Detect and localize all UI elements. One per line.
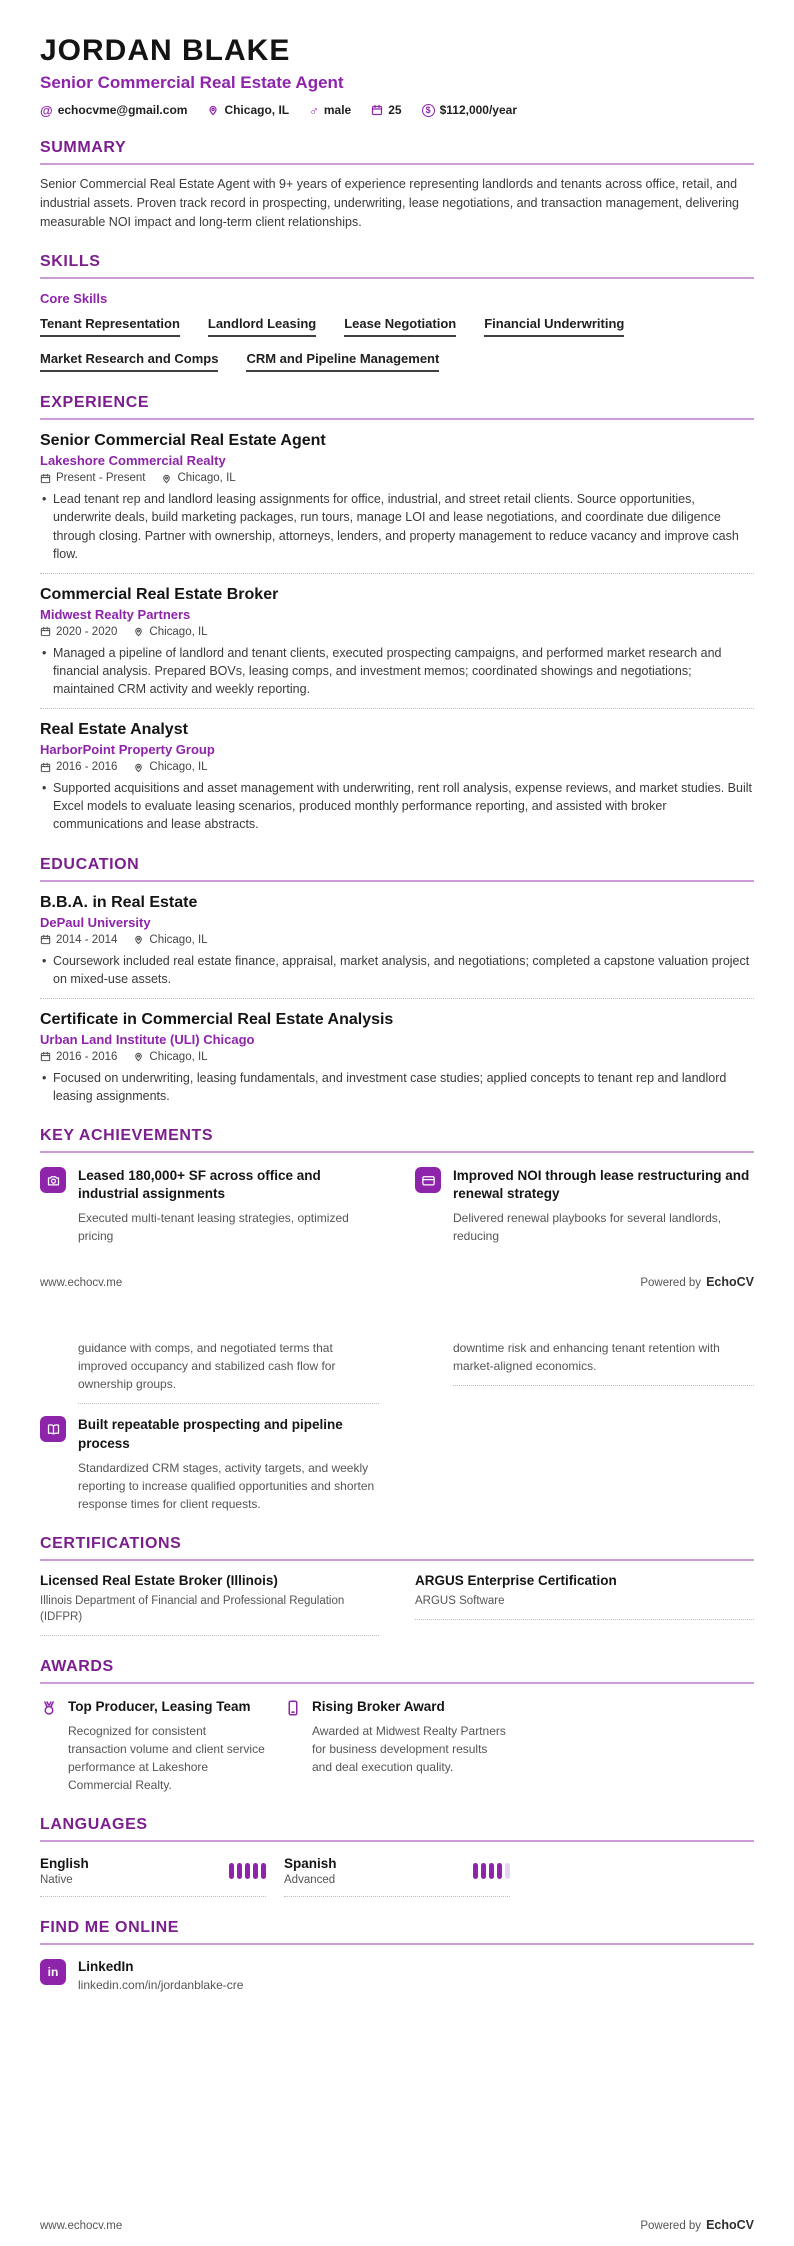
resume-header	[40, 34, 754, 117]
divider	[40, 573, 754, 574]
language-item	[40, 1856, 266, 1897]
candidate-title: Senior Commercial Real Estate Agent	[40, 73, 344, 92]
online-profile-item	[40, 1959, 754, 1994]
certification-name: ARGUS Enterprise Certification	[415, 1572, 617, 1588]
award-desc: Recognized for consistent transaction volume and client service performance at Lakeshore Commercial Realty.	[68, 1723, 265, 1792]
achievement-item	[40, 1167, 379, 1245]
summary-heading: SUMMARY	[40, 139, 754, 165]
divider	[284, 1896, 510, 1897]
experience-item	[40, 721, 754, 833]
achievement-body	[78, 1416, 379, 1512]
credit-card-icon	[415, 1167, 441, 1193]
proficiency-bar	[253, 1863, 258, 1879]
salary-icon: $	[422, 104, 435, 117]
award-item	[284, 1698, 510, 1794]
contact-salary	[422, 103, 517, 117]
education-bullet: • Focused on underwriting, leasing fundamentals, and investment case studies; applied concepts to tenant rep and landlord leasing assignments.	[40, 1069, 754, 1105]
empty-cell	[528, 1856, 754, 1897]
contact-gender	[309, 103, 351, 117]
experience-company: Lakeshore Commercial Realty	[40, 453, 226, 469]
footer-site-link[interactable]: www.echocv.me	[40, 2220, 123, 2232]
linkedin-icon: in	[40, 1959, 66, 1985]
achievement-desc: Delivered renewal playbooks for several landlords, reducing	[453, 1211, 722, 1244]
section-find-me-online	[40, 1919, 754, 1994]
proficiency-bar	[497, 1863, 502, 1879]
contact-location	[207, 103, 289, 117]
awards-heading: AWARDS	[40, 1658, 754, 1684]
divider	[453, 1385, 754, 1386]
proficiency-bar	[473, 1863, 478, 1879]
section-languages	[40, 1816, 754, 1897]
proficiency-bar	[505, 1863, 510, 1879]
mail-icon: @	[40, 102, 53, 118]
certification-item	[415, 1573, 754, 1636]
book-icon	[40, 1416, 66, 1442]
dates-text: 2016 - 2016	[56, 761, 118, 774]
calendar-icon	[40, 762, 51, 773]
language-level: Advanced	[284, 1873, 336, 1886]
divider	[415, 1619, 754, 1620]
achievement-item	[40, 1416, 379, 1512]
certification-name: Licensed Real Estate Broker (Illinois)	[40, 1572, 278, 1588]
email-text[interactable]: echocvme@gmail.com	[57, 103, 188, 117]
salary-text: $112,000/year	[439, 103, 517, 117]
award-body	[68, 1698, 266, 1794]
location-pin-icon	[133, 626, 144, 637]
location-pin-icon	[133, 762, 144, 773]
languages-heading: LANGUAGES	[40, 1816, 754, 1842]
dates-text: 2016 - 2016	[56, 1050, 118, 1063]
camera-icon	[40, 1167, 66, 1193]
experience-meta	[40, 761, 754, 773]
language-proficiency-bars	[473, 1863, 510, 1879]
education-heading: EDUCATION	[40, 856, 754, 882]
experience-dates	[40, 761, 117, 773]
achievement-continuation-cell	[40, 1339, 379, 1404]
language-row	[40, 1856, 266, 1886]
location-pin-icon	[133, 934, 144, 945]
document-footer	[40, 2218, 754, 2232]
achievement-title: Improved NOI through lease restructuring and renewal strategy	[453, 1168, 750, 1202]
calendar-icon	[40, 934, 51, 945]
achievement-title: Leased 180,000+ SF across office and industrial assignments	[78, 1168, 321, 1202]
location-pin-icon	[207, 104, 219, 116]
experience-title: Senior Commercial Real Estate Agent	[40, 432, 326, 450]
experience-dates	[40, 626, 117, 638]
experience-title: Commercial Real Estate Broker	[40, 585, 279, 603]
certification-issuer: Illinois Department of Financial and Professional Regulation (IDFPR)	[40, 1594, 345, 1623]
achievement-body	[78, 1167, 379, 1245]
calendar-icon	[371, 104, 383, 116]
proficiency-bar	[481, 1863, 486, 1879]
education-item	[40, 1011, 754, 1105]
education-location	[133, 1051, 207, 1063]
footer-powered	[640, 2218, 754, 2232]
experience-dates	[40, 472, 145, 484]
achievements-continuation	[40, 1339, 754, 1404]
section-experience	[40, 394, 754, 833]
achievement-desc-continued: downtime risk and enhancing tenant retention with market-aligned economics.	[453, 1341, 720, 1374]
language-level: Native	[40, 1873, 73, 1886]
age-text: 25	[388, 103, 402, 117]
location-text: Chicago, IL	[177, 472, 236, 485]
skill-chip: CRM and Pipeline Management	[246, 351, 439, 372]
language-item	[284, 1856, 510, 1897]
achievements-grid-row-2	[40, 1416, 754, 1512]
calendar-icon	[40, 473, 51, 484]
education-school: Urban Land Institute (ULI) Chicago	[40, 1031, 255, 1047]
location-text: Chicago, IL	[149, 1050, 208, 1063]
location-text: Chicago, IL	[149, 933, 208, 946]
divider	[78, 1403, 379, 1404]
powered-by-text: Powered by	[640, 2220, 702, 2232]
education-meta	[40, 1051, 754, 1063]
award-body	[312, 1698, 510, 1776]
certifications-heading: CERTIFICATIONS	[40, 1535, 754, 1561]
proficiency-bar	[261, 1863, 266, 1879]
achievement-body	[453, 1167, 754, 1245]
achievement-desc: Standardized CRM stages, activity targets, and weekly reporting to increase qualified opportunities and shorten response times for client requests.	[78, 1460, 375, 1511]
education-school: DePaul University	[40, 914, 151, 930]
section-awards	[40, 1658, 754, 1794]
education-title: B.B.A. in Real Estate	[40, 893, 198, 911]
contact-age	[371, 103, 401, 117]
experience-item	[40, 586, 754, 709]
location-text: Chicago, IL	[224, 103, 290, 117]
education-dates	[40, 934, 117, 946]
skills-group-label: Core Skills	[40, 291, 108, 307]
contact-email	[40, 103, 187, 117]
skills-chips	[40, 316, 754, 372]
contact-row	[40, 103, 754, 117]
footer-powered	[640, 1275, 754, 1289]
online-profile-body	[78, 1959, 243, 1994]
footer-site-link[interactable]: www.echocv.me	[40, 1277, 123, 1290]
echocv-brand: EchoCV	[706, 1275, 754, 1290]
achievements-heading: KEY ACHIEVEMENTS	[40, 1127, 754, 1153]
award-item	[40, 1698, 266, 1794]
certifications-grid	[40, 1573, 754, 1636]
phone-icon	[284, 1699, 302, 1722]
proficiency-bar	[229, 1863, 234, 1879]
experience-title: Real Estate Analyst	[40, 721, 188, 739]
gender-text: male	[323, 103, 352, 117]
section-achievements	[40, 1127, 754, 1513]
languages-grid	[40, 1856, 754, 1897]
divider	[40, 1896, 266, 1897]
education-location	[133, 934, 207, 946]
section-education	[40, 856, 754, 1106]
location-text: Chicago, IL	[149, 625, 208, 638]
education-meta	[40, 934, 754, 946]
experience-bullet: • Managed a pipeline of landlord and tenant clients, executed prospecting campaigns, and performed market research and financial analysis. Prepared BOVs, leasing comps, and investment memos; coordinated showings and negotiations; maintained CRM activity and weekly reporting.	[40, 644, 754, 698]
location-pin-icon	[133, 1051, 144, 1062]
skill-chip: Landlord Leasing	[208, 316, 316, 337]
achievements-grid	[40, 1167, 754, 1245]
divider	[40, 1635, 379, 1636]
skill-chip: Market Research and Comps	[40, 351, 218, 372]
candidate-name: JORDAN BLAKE	[40, 34, 291, 67]
empty-cell	[528, 1698, 754, 1794]
online-profile-label: LinkedIn	[78, 1958, 134, 1974]
education-dates	[40, 1051, 117, 1063]
find-me-online-heading: FIND ME ONLINE	[40, 1919, 754, 1945]
powered-by-text: Powered by	[640, 1277, 702, 1290]
dates-text: Present - Present	[56, 472, 146, 485]
calendar-icon	[40, 626, 51, 637]
language-proficiency-bars	[229, 1863, 266, 1879]
proficiency-bar	[489, 1863, 494, 1879]
achievement-desc: Executed multi-tenant leasing strategies, optimized pricing	[78, 1211, 349, 1244]
achievement-title: Built repeatable prospecting and pipeline process	[78, 1417, 343, 1451]
education-item	[40, 894, 754, 999]
divider	[40, 998, 754, 999]
skill-chip: Lease Negotiation	[344, 316, 456, 337]
location-pin-icon	[161, 473, 172, 484]
summary-text: Senior Commercial Real Estate Agent with 9+ years of experience representing landlords and tenants across office, retail, and industrial assets. Proven track record in prospecting, underwriting, lease negotiations, and transaction management, delivering measurable NOI impact and long-term client relationships.	[40, 177, 739, 229]
dates-text: 2020 - 2020	[56, 625, 118, 638]
proficiency-bar	[245, 1863, 250, 1879]
language-text	[40, 1856, 89, 1886]
certification-item	[40, 1573, 379, 1636]
achievement-desc-continued: guidance with comps, and negotiated terms that improved occupancy and stabilized cash flow for ownership groups.	[78, 1341, 336, 1392]
experience-company: HarborPoint Property Group	[40, 742, 215, 758]
experience-location	[161, 472, 235, 484]
award-title: Top Producer, Leasing Team	[68, 1699, 251, 1715]
award-desc: Awarded at Midwest Realty Partners for business development results and deal execution quality.	[312, 1723, 506, 1774]
medal-icon	[40, 1699, 58, 1722]
skill-chip: Financial Underwriting	[484, 316, 624, 337]
education-bullet: • Coursework included real estate finance, appraisal, market analysis, and negotiations; completed a capstone valuation project on mixed-use assets.	[40, 952, 754, 988]
online-profile-url[interactable]: linkedin.com/in/jordanblake-cre	[78, 1977, 244, 1992]
experience-meta	[40, 472, 754, 484]
achievement-item	[415, 1167, 754, 1245]
experience-heading: EXPERIENCE	[40, 394, 754, 420]
achievement-continuation-cell	[415, 1339, 754, 1404]
skill-chip: Tenant Representation	[40, 316, 180, 337]
section-certifications	[40, 1535, 754, 1636]
language-row	[284, 1856, 510, 1886]
award-title: Rising Broker Award	[312, 1699, 445, 1715]
dates-text: 2014 - 2014	[56, 933, 118, 946]
male-icon: ♂	[309, 102, 319, 118]
experience-location	[133, 626, 207, 638]
certification-issuer: ARGUS Software	[415, 1594, 505, 1607]
section-skills	[40, 253, 754, 372]
empty-cell	[415, 1416, 754, 1512]
language-name: Spanish	[284, 1855, 337, 1871]
divider	[40, 708, 754, 709]
calendar-icon	[40, 1051, 51, 1062]
experience-company: Midwest Realty Partners	[40, 606, 191, 622]
experience-meta	[40, 626, 754, 638]
education-title: Certificate in Commercial Real Estate Analysis	[40, 1010, 394, 1028]
experience-bullet: • Lead tenant rep and landlord leasing assignments for office, industrial, and street retail clients. Source opportunities, underwrite deals, build marketing packages, run tours, manage LOI and lease negotiations, and coordinate due diligence through closing. Partner with ownership, attorneys, lenders, and property management to reduce vacancy and improve cash flow.	[40, 490, 754, 563]
experience-bullet: • Supported acquisitions and asset management with underwriting, rent roll analysis, expense reviews, and market studies. Built Excel models to evaluate leasing scenarios, produced monthly performance reporting, and assisted with broker communications and lease abstracts.	[40, 779, 754, 833]
section-summary	[40, 139, 754, 231]
language-name: English	[40, 1855, 89, 1871]
language-text	[284, 1856, 337, 1886]
experience-item	[40, 432, 754, 574]
experience-location	[133, 761, 207, 773]
skills-heading: SKILLS	[40, 253, 754, 279]
proficiency-bar	[237, 1863, 242, 1879]
location-text: Chicago, IL	[149, 761, 208, 774]
page-break-footer	[40, 1275, 754, 1289]
echocv-brand: EchoCV	[706, 2218, 754, 2232]
awards-grid	[40, 1698, 754, 1794]
